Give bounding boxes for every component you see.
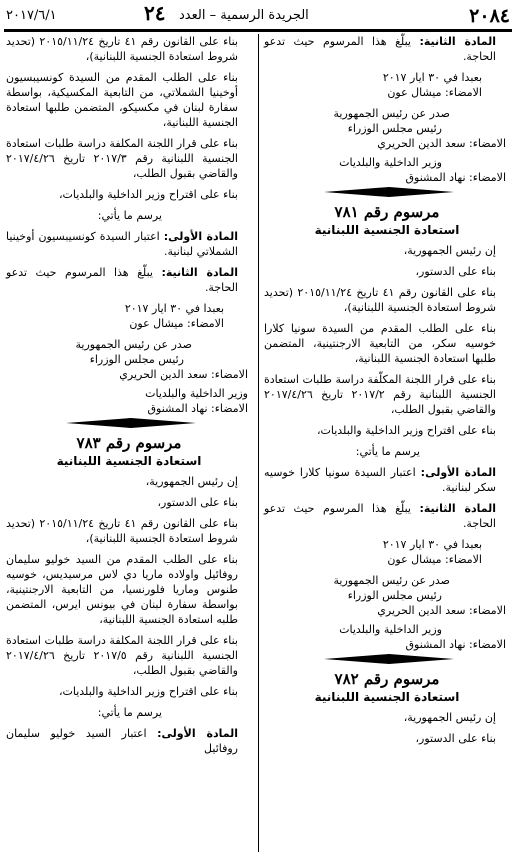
signature-date: بعبدا في ٣٠ ايار ٢٠١٧ [382,538,482,551]
paragraph: بناء على اقتراح وزير الداخلية والبلديات، [58,188,238,201]
article-label: المادة الثانية: [419,502,496,515]
article-1 [264,465,510,495]
article-label: المادة الثانية: [161,266,238,279]
left-column [6,34,252,762]
issue-number: ٢٤ [144,1,166,25]
article-2 [6,265,252,295]
paragraph: بناء على الدستور، [415,732,496,745]
pm-signature: الامضاء: سعد الدين الحريري [377,137,506,150]
paragraph: بناء على قرار اللجنة المكلفة دراسة طلبات استعادة الجنسية اللبنانية رقم ٢٠١٧/٥ تاريخ ٢٠١٧/٤/٢٦ والقاضي بقبول الطلب، [6,634,238,677]
minister-signature: الامضاء: نهاد المشنوق [147,402,248,415]
minister-signature: الامضاء: نهاد المشنوق [405,171,506,184]
paragraph: بناء على الطلب المقدم من السيد خوليو سليمان روفائيل واولاده ماريا دي لاس مرسيديس، خوسيه طنوس وماريا فلورنسيا، من التابعية الارجنتينية، بواسطة سفارة لبنان في بيونس ايرس، المتضمن طلبه استعادة الجنسية اللبنانية، [6,553,238,626]
gazette-title: الجريدة الرسمية – العدد [179,8,309,23]
section-divider [6,418,252,428]
pm-title: رئيس مجلس الوزراء [347,122,442,135]
paragraph: بناء على قرار اللجنة المكلّفة دراسة طلبات استعادة الجنسية اللبنانية رقم ٢٠١٧/٢ تاريخ ٢٠١٧/٤/٢٦ والقاضي بقبول الطلب، [264,373,496,416]
paragraph: بناء على الطلب المقدم من السيدة كونسيبسيون أوخينيا الشملاتي، من التابعية المكسيكية، بواسطة سفارة لبنان في مكسيكو، المتضمن طلبها استعادة الجنسية اللبنانية، [6,71,238,129]
section-divider [264,187,510,197]
paragraph: إن رئيس الجمهورية، [403,711,496,724]
section-divider [264,654,510,664]
decree-clause: يرسم ما يأتي: [97,706,162,719]
pm-title: رئيس مجلس الوزراء [347,589,442,602]
page-header [4,1,512,30]
minister-title: وزير الداخلية والبلديات [339,623,442,636]
issued-by: صدر عن رئيس الجمهورية [75,338,192,351]
issued-by: صدر عن رئيس الجمهورية [333,574,450,587]
issued-by: صدر عن رئيس الجمهورية [333,107,450,120]
signature-president: الامضاء: ميشال عون [129,317,224,330]
article-label: المادة الثانية: [419,35,496,48]
signature-president: الامضاء: ميشال عون [387,86,482,99]
signature-president: الامضاء: ميشال عون [387,553,482,566]
pm-title: رئيس مجلس الوزراء [89,353,184,366]
minister-title: وزير الداخلية والبلديات [339,156,442,169]
paragraph: بناء على القانون رقم ٤١ تاريخ ٢٠١٥/١١/٢٤ (تحديد شروط استعادة الجنسية اللبنانية)، [6,35,238,63]
paragraph: بناء على الدستور، [415,265,496,278]
pm-signature: الامضاء: سعد الدين الحريري [119,368,248,381]
paragraph: بناء على اقتراح وزير الداخلية والبلديات، [316,424,496,437]
right-column [264,34,510,752]
paragraph: بناء على قرار اللجنة المكلفة دراسة طلبات استعادة الجنسية اللبنانية رقم ٢٠١٧/٣ تاريخ ٢٠١٧/٤/٢٦ والقاضي بقبول الطلب، [6,137,238,180]
issue-date: ٢٠١٧/٦/١ [6,8,57,23]
paragraph: بناء على القانون رقم ٤١ تاريخ ٢٠١٥/١١/٢٤ (تحديد شروط استعادة الجنسية اللبنانية)، [6,517,238,545]
page-number: ٢٠٨٤ [469,5,510,27]
decree-782-subtitle: استعادة الجنسية اللبنانية [314,690,460,704]
article-label: المادة الأولى: [157,727,238,740]
paragraph: بناء على اقتراح وزير الداخلية والبلديات، [58,685,238,698]
article-text: اعتبار السيد خوليو سليمان روفائيل [6,727,238,755]
decree-782-title: مرسوم رقم ٧٨٢ [334,670,440,688]
article-label: المادة الأولى: [163,230,238,243]
paragraph: بناء على القانون رقم ٤١ تاريخ ٢٠١٥/١١/٢٤ (تحديد شروط استعادة الجنسية اللبنانية)، [264,286,496,314]
minister-signature: الامضاء: نهاد المشنوق [405,638,506,651]
column-divider [258,34,259,852]
article-2 [264,501,510,531]
article-text: اعتبار السيدة كونسيبسيون أوخينيا الشملاتي لبنانية. [6,230,238,258]
article-1 [6,229,252,259]
article-2 [264,34,510,64]
paragraph: بناء على الدستور، [157,496,238,509]
decree-781-subtitle: استعادة الجنسية اللبنانية [314,223,460,237]
article-text: يبلّغ هذا المرسوم حيث تدعو الحاجة. [264,502,496,530]
decree-783-subtitle: استعادة الجنسية اللبنانية [56,454,202,468]
article-text: اعتبار السيدة سونيا كلارا خوسيه سكر لبنانية. [264,466,496,494]
decree-781-title: مرسوم رقم ٧٨١ [334,203,440,221]
header-rule [4,29,512,32]
decree-783-title: مرسوم رقم ٧٨٣ [76,434,182,452]
pm-signature: الامضاء: سعد الدين الحريري [377,604,506,617]
paragraph: إن رئيس الجمهورية، [403,244,496,257]
signature-date: بعبدا في ٣٠ ايار ٢٠١٧ [382,71,482,84]
paragraph: بناء على الطلب المقدم من السيدة سونيا كلارا خوسيه سكر، من التابعية الارجنتينية، المتضمن طلبها استعادة الجنسية اللبنانية، [264,322,496,365]
decree-clause: يرسم ما يأتي: [97,209,162,222]
decree-clause: يرسم ما يأتي: [355,445,420,458]
paragraph: إن رئيس الجمهورية، [145,475,238,488]
article-label: المادة الأولى: [420,466,496,479]
article-text: يبلّغ هذا المرسوم حيث تدعو الحاجة. [264,35,496,63]
signature-date: بعبدا في ٣٠ ايار ٢٠١٧ [124,302,224,315]
minister-title: وزير الداخلية والبلديات [145,387,248,400]
article-text: يبلّغ هذا المرسوم حيث تدعو الحاجة. [6,266,238,294]
article-1 [6,726,252,756]
